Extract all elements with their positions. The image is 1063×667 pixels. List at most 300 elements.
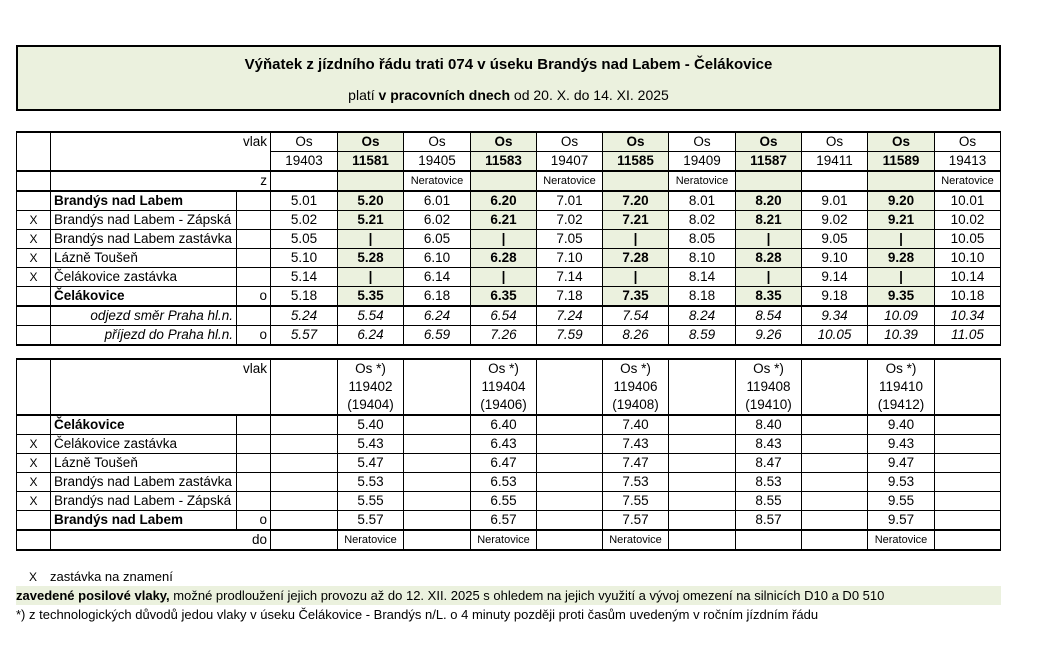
connection-time: 6.24: [404, 306, 471, 326]
station-row: [17, 511, 1001, 531]
arr-dep-mark: [237, 191, 271, 211]
time-cell: 6.57: [471, 511, 537, 531]
train-alt-number: (19412): [868, 396, 935, 415]
time-cell: 6.35: [471, 287, 537, 307]
x-cell: [17, 530, 51, 550]
time-cell: 6.55: [471, 492, 537, 511]
note-extra-trains: [16, 586, 1001, 605]
train-type: [404, 359, 471, 378]
train-destination: Neratovice: [471, 530, 537, 550]
time-cell: 8.20: [736, 191, 802, 211]
request-stop-mark: X: [17, 473, 51, 492]
time-cell: |: [471, 268, 537, 287]
station-row: [17, 287, 1001, 307]
connection-time: 9.26: [736, 326, 802, 346]
time-cell: 10.01: [935, 191, 1001, 211]
arr-dep-mark: [237, 454, 271, 473]
request-stop-mark: [17, 191, 51, 211]
time-cell: 10.10: [935, 249, 1001, 268]
train-alt-number: [404, 396, 471, 415]
request-stop-mark: [17, 511, 51, 531]
time-cell: [404, 435, 471, 454]
time-cell: 6.20: [471, 191, 537, 211]
time-cell: 8.18: [669, 287, 736, 307]
time-cell: 8.35: [736, 287, 802, 307]
arr-dep-mark: [237, 435, 271, 454]
validity-line: [18, 87, 999, 103]
time-cell: [404, 415, 471, 435]
time-cell: [271, 492, 338, 511]
connection-time: 5.54: [338, 306, 404, 326]
time-cell: 8.02: [669, 211, 736, 230]
connection-time: 8.24: [669, 306, 736, 326]
train-number: 11585: [603, 152, 669, 172]
train-number: [537, 378, 603, 396]
title-box: [16, 45, 1001, 111]
time-cell: 6.10: [404, 249, 471, 268]
x-cell: [17, 326, 51, 346]
time-cell: 9.43: [868, 435, 935, 454]
timetable-brandys-celakovice: [16, 131, 1001, 346]
time-cell: [271, 511, 338, 531]
train-alt-number: (19410): [736, 396, 802, 415]
train-alt-number: [802, 396, 868, 415]
station-name: Brandýs nad Labem zastávka: [51, 473, 237, 492]
train-number: 11587: [736, 152, 802, 172]
train-type: Os *): [471, 359, 537, 378]
train-destination: [537, 530, 603, 550]
time-cell: 5.28: [338, 249, 404, 268]
train-destination: Neratovice: [868, 530, 935, 550]
arr-dep-mark: [237, 249, 271, 268]
time-cell: 9.47: [868, 454, 935, 473]
time-cell: 8.55: [736, 492, 802, 511]
connection-time: 5.57: [271, 326, 338, 346]
time-cell: 7.55: [603, 492, 669, 511]
request-stop-mark: X: [17, 211, 51, 230]
connection-time: 10.39: [868, 326, 935, 346]
page-title: Výňatek z jízdního řádu trati 074 v úseku Brandýs nad Labem - Čelákovice: [244, 56, 773, 73]
validity-days: v pracovních dnech: [378, 87, 511, 103]
time-cell: 5.14: [271, 268, 338, 287]
time-cell: 8.10: [669, 249, 736, 268]
connection-time: 11.05: [935, 326, 1001, 346]
train-type: [537, 359, 603, 378]
train-number: 19405: [404, 152, 471, 172]
station-row: [17, 230, 1001, 249]
time-cell: |: [471, 230, 537, 249]
connection-time: 8.26: [603, 326, 669, 346]
time-cell: [537, 473, 603, 492]
train-type: Os *): [736, 359, 802, 378]
train-type: [935, 359, 1001, 378]
vlak-label: vlak: [51, 359, 271, 415]
time-cell: 9.10: [802, 249, 868, 268]
time-cell: [935, 454, 1001, 473]
timetable-celakovice-brandys: [16, 358, 1001, 551]
time-cell: 9.40: [868, 415, 935, 435]
time-cell: 6.40: [471, 415, 537, 435]
time-cell: 5.18: [271, 287, 338, 307]
time-cell: 6.47: [471, 454, 537, 473]
note-asterisk: *) z technologických důvodů jedou vlaky v úseku Čelákovice - Brandýs n/L. o 4 minuty později proti časům uvedeným v ročním jízdním řádu: [16, 607, 819, 622]
time-cell: 8.43: [736, 435, 802, 454]
train-type: Os *): [338, 359, 404, 378]
time-cell: 8.21: [736, 211, 802, 230]
time-cell: 6.14: [404, 268, 471, 287]
time-cell: [802, 454, 868, 473]
time-cell: 7.40: [603, 415, 669, 435]
train-destination: [935, 530, 1001, 550]
time-cell: [537, 492, 603, 511]
connection-time: 8.54: [736, 306, 802, 326]
time-cell: [271, 473, 338, 492]
time-cell: 10.05: [935, 230, 1001, 249]
connection-time: 7.26: [471, 326, 537, 346]
time-cell: 6.43: [471, 435, 537, 454]
train-type: Os: [537, 132, 603, 152]
time-cell: 7.57: [603, 511, 669, 531]
time-cell: 5.05: [271, 230, 338, 249]
note-on-request: [16, 567, 1001, 586]
time-cell: 9.57: [868, 511, 935, 531]
time-cell: [669, 473, 736, 492]
time-cell: 5.57: [338, 511, 404, 531]
train-number: [404, 378, 471, 396]
arr-dep-mark: o: [237, 326, 271, 346]
time-cell: 7.20: [603, 191, 669, 211]
time-cell: [669, 492, 736, 511]
connection-name: odjezd směr Praha hl.n.: [51, 306, 237, 326]
train-type-row: [17, 132, 1001, 152]
train-number: [935, 378, 1001, 396]
request-stop-mark: [17, 287, 51, 307]
arr-dep-mark: [237, 268, 271, 287]
train-number: 119410: [868, 378, 935, 396]
arr-dep-mark: [237, 211, 271, 230]
time-cell: [271, 435, 338, 454]
time-cell: [935, 473, 1001, 492]
time-cell: 7.01: [537, 191, 603, 211]
time-cell: [935, 435, 1001, 454]
train-number: 11583: [471, 152, 537, 172]
time-cell: 10.02: [935, 211, 1001, 230]
connection-name: příjezd do Praha hl.n.: [51, 326, 237, 346]
time-cell: 9.53: [868, 473, 935, 492]
train-number: 119406: [603, 378, 669, 396]
time-cell: [802, 415, 868, 435]
train-type: Os: [338, 132, 404, 152]
time-cell: 5.20: [338, 191, 404, 211]
time-cell: 5.43: [338, 435, 404, 454]
train-origin: Neratovice: [669, 171, 736, 191]
station-name: Čelákovice: [51, 287, 237, 307]
train-origin: Neratovice: [935, 171, 1001, 191]
time-cell: 7.18: [537, 287, 603, 307]
time-cell: [935, 492, 1001, 511]
destination-row: [17, 530, 1001, 550]
time-cell: 5.21: [338, 211, 404, 230]
train-alt-number: (19404): [338, 396, 404, 415]
train-type: [271, 359, 338, 378]
station-name: Lázně Toušeň: [51, 249, 237, 268]
time-cell: 6.18: [404, 287, 471, 307]
time-cell: 6.53: [471, 473, 537, 492]
train-origin: Neratovice: [404, 171, 471, 191]
train-type: Os: [802, 132, 868, 152]
time-cell: [935, 415, 1001, 435]
time-cell: [802, 511, 868, 531]
request-stop-mark: X: [17, 249, 51, 268]
connection-time: 7.24: [537, 306, 603, 326]
station-row: [17, 211, 1001, 230]
station-row: [17, 435, 1001, 454]
time-cell: 9.01: [802, 191, 868, 211]
time-cell: 9.21: [868, 211, 935, 230]
arr-dep-mark: [237, 492, 271, 511]
train-type: Os: [736, 132, 802, 152]
train-number: 11589: [868, 152, 935, 172]
request-stop-mark: [17, 415, 51, 435]
time-cell: 10.18: [935, 287, 1001, 307]
note-extra-text: možné prodloužení jejich provozu až do 12. XII. 2025 s ohledem na jejich využití a vývoj omezení na silnicích D10 a D0 510: [169, 588, 885, 603]
train-type: Os: [471, 132, 537, 152]
train-alt-number: [935, 396, 1001, 415]
footnotes: [16, 567, 1001, 624]
note-extra-bold: zavedené posilové vlaky,: [16, 588, 170, 603]
train-number: 11581: [338, 152, 404, 172]
train-header-row: [17, 359, 1001, 378]
validity-pre: platí: [348, 87, 379, 103]
time-cell: 7.43: [603, 435, 669, 454]
time-cell: [537, 435, 603, 454]
train-number: 19411: [802, 152, 868, 172]
time-cell: 6.28: [471, 249, 537, 268]
time-cell: 8.05: [669, 230, 736, 249]
connection-time: 8.59: [669, 326, 736, 346]
station-name: Čelákovice zastávka: [51, 435, 237, 454]
train-origin: [802, 171, 868, 191]
time-cell: 8.53: [736, 473, 802, 492]
train-origin: [603, 171, 669, 191]
time-cell: 8.40: [736, 415, 802, 435]
train-type: Os *): [868, 359, 935, 378]
time-cell: 9.18: [802, 287, 868, 307]
arr-dep-mark: [237, 230, 271, 249]
note-x-text: zastávka na znamení: [50, 569, 173, 584]
train-destination: [404, 530, 471, 550]
station-row: [17, 191, 1001, 211]
train-number: 119404: [471, 378, 537, 396]
arr-dep-mark: o: [237, 287, 271, 307]
arr-dep-mark: [237, 415, 271, 435]
time-cell: 8.47: [736, 454, 802, 473]
station-name: Brandýs nad Labem - Zápská: [51, 211, 237, 230]
time-cell: 7.05: [537, 230, 603, 249]
station-name: Brandýs nad Labem zastávka: [51, 230, 237, 249]
train-origin: [471, 171, 537, 191]
time-cell: 5.01: [271, 191, 338, 211]
time-cell: 10.14: [935, 268, 1001, 287]
request-stop-mark: X: [17, 454, 51, 473]
time-cell: 6.05: [404, 230, 471, 249]
train-origin: [271, 171, 338, 191]
time-cell: 8.57: [736, 511, 802, 531]
time-cell: 7.35: [603, 287, 669, 307]
connection-time: 10.34: [935, 306, 1001, 326]
time-cell: 9.05: [802, 230, 868, 249]
x-cell: [17, 306, 51, 326]
praha-connection-row: [17, 306, 1001, 326]
time-cell: 5.35: [338, 287, 404, 307]
time-cell: [404, 473, 471, 492]
time-cell: 9.20: [868, 191, 935, 211]
train-destination: [802, 530, 868, 550]
train-origin: [736, 171, 802, 191]
train-type: Os: [669, 132, 736, 152]
time-cell: [802, 473, 868, 492]
time-cell: |: [338, 268, 404, 287]
train-number: 19403: [271, 152, 338, 172]
x-cell: [17, 171, 51, 191]
arr-dep-mark: [237, 473, 271, 492]
time-cell: [271, 454, 338, 473]
x-col-header: [17, 132, 51, 171]
connection-time: 10.05: [802, 326, 868, 346]
do-label: do: [51, 530, 271, 550]
connection-time: 6.59: [404, 326, 471, 346]
time-cell: |: [338, 230, 404, 249]
time-cell: 5.10: [271, 249, 338, 268]
train-destination: [271, 530, 338, 550]
time-cell: [802, 435, 868, 454]
praha-connection-row: [17, 326, 1001, 346]
time-cell: 5.55: [338, 492, 404, 511]
time-cell: 5.47: [338, 454, 404, 473]
time-cell: 8.14: [669, 268, 736, 287]
train-type: Os: [271, 132, 338, 152]
arr-dep-mark: [237, 306, 271, 326]
request-stop-mark: X: [17, 435, 51, 454]
time-cell: [669, 511, 736, 531]
train-destination: [669, 530, 736, 550]
station-row: [17, 415, 1001, 435]
train-destination: Neratovice: [338, 530, 404, 550]
time-cell: |: [736, 230, 802, 249]
x-col-header: [17, 359, 51, 415]
train-alt-number: (19408): [603, 396, 669, 415]
station-name: Čelákovice: [51, 415, 237, 435]
note-x-mark: X: [28, 570, 37, 584]
train-destination: Neratovice: [603, 530, 669, 550]
time-cell: 7.21: [603, 211, 669, 230]
time-cell: [802, 492, 868, 511]
connection-time: 6.54: [471, 306, 537, 326]
station-name: Čelákovice zastávka: [51, 268, 237, 287]
time-cell: 7.02: [537, 211, 603, 230]
train-type: Os *): [603, 359, 669, 378]
train-alt-number: [271, 396, 338, 415]
connection-time: 9.34: [802, 306, 868, 326]
time-cell: 9.28: [868, 249, 935, 268]
station-name: Brandýs nad Labem - Zápská: [51, 492, 237, 511]
connection-time: 5.24: [271, 306, 338, 326]
time-cell: 7.53: [603, 473, 669, 492]
train-type: Os: [603, 132, 669, 152]
train-destination: [736, 530, 802, 550]
train-number: 119402: [338, 378, 404, 396]
train-number: [802, 378, 868, 396]
time-cell: 9.02: [802, 211, 868, 230]
z-label: z: [51, 171, 271, 191]
time-cell: 8.01: [669, 191, 736, 211]
train-number: 19413: [935, 152, 1001, 172]
train-type: [669, 359, 736, 378]
time-cell: [669, 454, 736, 473]
station-name: Brandýs nad Labem: [51, 511, 237, 531]
train-origin: [868, 171, 935, 191]
train-alt-number: [537, 396, 603, 415]
time-cell: 5.53: [338, 473, 404, 492]
time-cell: [404, 511, 471, 531]
vlak-label: vlak: [51, 132, 271, 171]
time-cell: 6.01: [404, 191, 471, 211]
time-cell: 7.47: [603, 454, 669, 473]
train-number: 19407: [537, 152, 603, 172]
station-row: [17, 454, 1001, 473]
time-cell: |: [603, 268, 669, 287]
station-name: Lázně Toušeň: [51, 454, 237, 473]
time-cell: 6.02: [404, 211, 471, 230]
time-cell: 5.40: [338, 415, 404, 435]
time-cell: 7.10: [537, 249, 603, 268]
time-cell: [404, 492, 471, 511]
time-cell: 8.28: [736, 249, 802, 268]
time-cell: |: [603, 230, 669, 249]
request-stop-mark: X: [17, 230, 51, 249]
train-type: Os: [404, 132, 471, 152]
time-cell: 6.21: [471, 211, 537, 230]
request-stop-mark: X: [17, 268, 51, 287]
time-cell: |: [736, 268, 802, 287]
time-cell: [537, 454, 603, 473]
train-number: [271, 378, 338, 396]
origin-row: [17, 171, 1001, 191]
time-cell: [669, 415, 736, 435]
time-cell: 7.28: [603, 249, 669, 268]
station-row: [17, 492, 1001, 511]
connection-time: 7.54: [603, 306, 669, 326]
time-cell: 9.14: [802, 268, 868, 287]
time-cell: [271, 415, 338, 435]
time-cell: 5.02: [271, 211, 338, 230]
time-cell: 9.55: [868, 492, 935, 511]
train-number: [669, 378, 736, 396]
train-origin: [338, 171, 404, 191]
time-cell: [669, 435, 736, 454]
validity-dates: od 20. X. do 14. XI. 2025: [510, 87, 669, 103]
connection-time: 6.24: [338, 326, 404, 346]
station-row: [17, 268, 1001, 287]
train-type: [802, 359, 868, 378]
time-cell: [537, 415, 603, 435]
train-alt-number: (19406): [471, 396, 537, 415]
train-number: 119408: [736, 378, 802, 396]
time-cell: |: [868, 230, 935, 249]
time-cell: 7.14: [537, 268, 603, 287]
train-alt-number: [669, 396, 736, 415]
train-type: Os: [935, 132, 1001, 152]
